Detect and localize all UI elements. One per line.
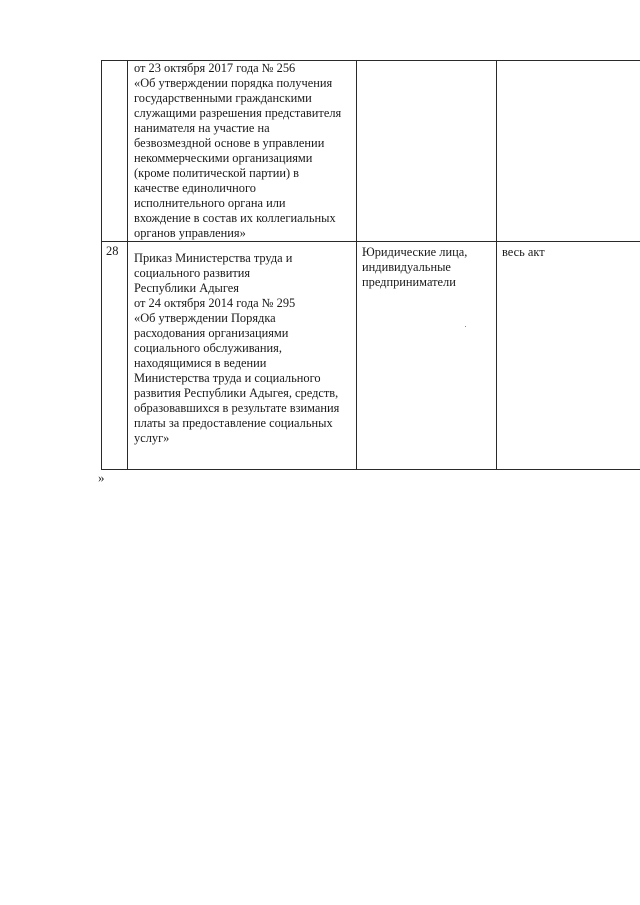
document-line: платы за предоставление социальных <box>134 416 333 430</box>
subjects-line: Юридические лица, <box>362 245 468 259</box>
document-line: находящимися в ведении <box>134 356 267 370</box>
document-line: безвозмездной основе в управлении <box>134 136 325 150</box>
document-line: служащими разрешения представителя <box>134 106 342 120</box>
table-row-continued <box>102 61 640 242</box>
document-title-cell <box>128 61 357 242</box>
regulations-table <box>101 60 640 470</box>
scan-speck <box>465 326 466 327</box>
document-line: (кроме политической партии) в <box>134 166 300 180</box>
closing-quote-mark: » <box>98 470 105 485</box>
document-line: Приказ Министерства труда и <box>134 251 293 265</box>
document-line: от 24 октября 2014 года № 295 <box>134 296 296 310</box>
document-line: социального обслуживания, <box>134 341 282 355</box>
document-line: «Об утверждении порядка получения <box>134 76 333 90</box>
document-line: услуг» <box>134 431 170 445</box>
row-number-cell: 28 <box>102 242 128 470</box>
scope-cell <box>497 61 640 242</box>
document-line: качестве единоличного <box>134 181 256 195</box>
subjects-line: индивидуальные <box>362 260 451 274</box>
subjects-cell <box>357 242 497 470</box>
document-line: образовавшихся в результате взимания <box>134 401 340 415</box>
document-line: социального развития <box>134 266 251 280</box>
document-line: государственными гражданскими <box>134 91 312 105</box>
document-line: некоммерческими организациями <box>134 151 313 165</box>
document-line: вхождение в состав их коллегиальных <box>134 211 336 225</box>
document-line: расходования организациями <box>134 326 289 340</box>
scope-text: весь акт <box>502 245 545 259</box>
document-line: Республики Адыгея <box>134 281 239 295</box>
subjects-cell <box>357 61 497 242</box>
subjects-line: предприниматели <box>362 275 456 289</box>
scope-cell <box>497 242 640 470</box>
document-line: развития Республики Адыгея, средств, <box>134 386 339 400</box>
document-title-cell <box>128 242 357 470</box>
row-number-cell <box>102 61 128 242</box>
document-line: органов управления» <box>134 226 246 240</box>
document-line: нанимателя на участие на <box>134 121 270 135</box>
document-line: от 23 октября 2017 года № 256 <box>134 61 296 75</box>
table-row-28 <box>102 242 640 470</box>
document-line: Министерства труда и социального <box>134 371 321 385</box>
document-line: «Об утверждении Порядка <box>134 311 276 325</box>
document-line: исполнительного органа или <box>134 196 286 210</box>
